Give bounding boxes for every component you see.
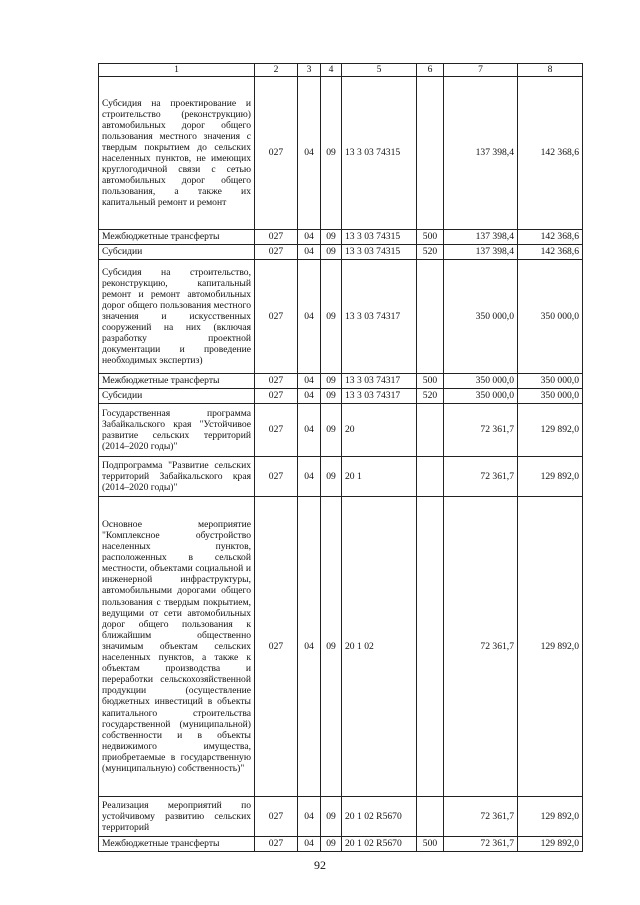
code-pr: 09: [321, 497, 342, 797]
row-name: Основное мероприятие "Комплексное обустройство населенных пунктов, расположенных в сельской местности, объектами социальной и инженерной инфраструктуры, автомобильными дорогами общего пользования с твердым покрытием, ведущими от сети автомобильных дорог общего пользования к ближайшим общественно значимым объектам сельских населенных пунктов, а также к объектам производства и переработки сельскохозяйственной продукции (осуществление бюджетных инвестиций в объекты капитального строительства государственной (муниципальной) собственности и в объекты недвижимого имущества, приобретаемые в государственную (муниципальную) собственность)": [99, 497, 255, 797]
code-gr: 027: [255, 837, 298, 852]
code-gr: 027: [255, 245, 298, 260]
code-rz: 04: [298, 404, 321, 457]
table-row: [99, 497, 583, 797]
header-cell: 7: [444, 64, 518, 77]
row-name: Межбюджетные трансферты: [99, 230, 255, 245]
sum-year-2: 129 892,0: [518, 837, 583, 852]
header-cell: 5: [342, 64, 417, 77]
header-cell: 3: [298, 64, 321, 77]
table-header-row: [99, 64, 583, 77]
code-vr: [417, 497, 444, 797]
sum-year-1: 137 398,4: [444, 230, 518, 245]
code-rz: 04: [298, 837, 321, 852]
code-rz: 04: [298, 797, 321, 837]
code-csr: 20 1 02: [342, 497, 417, 797]
header-cell: 6: [417, 64, 444, 77]
code-vr: 520: [417, 389, 444, 404]
row-name: Государственная программа Забайкальского края "Устойчивое развитие сельских территорий (2014–2020 годы)": [99, 404, 255, 457]
sum-year-2: 142 368,6: [518, 230, 583, 245]
sum-year-1: 72 361,7: [444, 497, 518, 797]
code-rz: 04: [298, 389, 321, 404]
code-csr: 13 3 03 74317: [342, 374, 417, 389]
code-rz: 04: [298, 260, 321, 374]
code-pr: 09: [321, 837, 342, 852]
code-gr: 027: [255, 230, 298, 245]
code-vr: [417, 797, 444, 837]
code-csr: 13 3 03 74315: [342, 230, 417, 245]
code-pr: 09: [321, 389, 342, 404]
sum-year-2: 129 892,0: [518, 497, 583, 797]
code-csr: 13 3 03 74317: [342, 260, 417, 374]
row-name: Реализация мероприятий по устойчивому развитию сельских территорий: [99, 797, 255, 837]
sum-year-1: 72 361,7: [444, 457, 518, 497]
sum-year-1: 350 000,0: [444, 389, 518, 404]
sum-year-2: 129 892,0: [518, 404, 583, 457]
table-row: [99, 837, 583, 852]
code-vr: [417, 404, 444, 457]
sum-year-2: 129 892,0: [518, 797, 583, 837]
table-row: [99, 797, 583, 837]
code-vr: [417, 77, 444, 230]
sum-year-2: 129 892,0: [518, 457, 583, 497]
table-row: [99, 260, 583, 374]
row-name: Субсидии: [99, 245, 255, 260]
code-rz: 04: [298, 77, 321, 230]
row-name: Субсидии: [99, 389, 255, 404]
code-csr: 20 1 02 R5670: [342, 797, 417, 837]
header-cell: 2: [255, 64, 298, 77]
code-gr: 027: [255, 404, 298, 457]
code-vr: 500: [417, 837, 444, 852]
row-name: Субсидия на проектирование и строительство (реконструкцию) автомобильных дорог общего пользования местного значения с твердым покрытием до сельских населенных пунктов, не имеющих круглогодичной связи с сетью автомобильных дорог общего пользования, а также их капитальный ремонт и ремонт: [99, 77, 255, 230]
code-csr: 20 1 02 R5670: [342, 837, 417, 852]
table-row: [99, 457, 583, 497]
sum-year-1: 72 361,7: [444, 837, 518, 852]
table-row: [99, 374, 583, 389]
table-row: [99, 389, 583, 404]
sum-year-2: 350 000,0: [518, 389, 583, 404]
code-vr: [417, 260, 444, 374]
code-csr: 20: [342, 404, 417, 457]
sum-year-1: 72 361,7: [444, 404, 518, 457]
header-cell: 8: [518, 64, 583, 77]
code-rz: 04: [298, 497, 321, 797]
code-rz: 04: [298, 374, 321, 389]
sum-year-1: 350 000,0: [444, 260, 518, 374]
code-pr: 09: [321, 77, 342, 230]
sum-year-1: 350 000,0: [444, 374, 518, 389]
code-vr: 500: [417, 230, 444, 245]
code-gr: 027: [255, 797, 298, 837]
table-row: [99, 245, 583, 260]
row-name: Субсидия на строительство, реконструкцию, капитальный ремонт и ремонт автомобильных дорог общего пользования местного значения и искусственных сооружений на них (включая разработку проектной документации и проведение необходимых экспертиз): [99, 260, 255, 374]
row-name: Межбюджетные трансферты: [99, 837, 255, 852]
code-gr: 027: [255, 457, 298, 497]
code-pr: 09: [321, 245, 342, 260]
code-csr: 13 3 03 74315: [342, 77, 417, 230]
code-rz: 04: [298, 230, 321, 245]
sum-year-1: 72 361,7: [444, 797, 518, 837]
page-number: 92: [314, 858, 326, 872]
sum-year-2: 142 368,6: [518, 77, 583, 230]
code-rz: 04: [298, 245, 321, 260]
sum-year-2: 350 000,0: [518, 374, 583, 389]
code-pr: 09: [321, 457, 342, 497]
code-pr: 09: [321, 230, 342, 245]
code-pr: 09: [321, 404, 342, 457]
code-vr: [417, 457, 444, 497]
header-cell: 4: [321, 64, 342, 77]
code-gr: 027: [255, 260, 298, 374]
table-row: [99, 77, 583, 230]
row-name: Подпрограмма "Развитие сельских территорий Забайкальского края (2014–2020 годы)": [99, 457, 255, 497]
sum-year-2: 350 000,0: [518, 260, 583, 374]
row-name: Межбюджетные трансферты: [99, 374, 255, 389]
code-gr: 027: [255, 389, 298, 404]
code-pr: 09: [321, 797, 342, 837]
code-vr: 500: [417, 374, 444, 389]
code-pr: 09: [321, 374, 342, 389]
sum-year-1: 137 398,4: [444, 77, 518, 230]
table-row: [99, 230, 583, 245]
code-gr: 027: [255, 374, 298, 389]
code-csr: 13 3 03 74317: [342, 389, 417, 404]
sum-year-2: 142 368,6: [518, 245, 583, 260]
header-cell: 1: [99, 64, 255, 77]
budget-table: [98, 63, 583, 852]
code-csr: 20 1: [342, 457, 417, 497]
code-vr: 520: [417, 245, 444, 260]
code-pr: 09: [321, 260, 342, 374]
code-csr: 13 3 03 74315: [342, 245, 417, 260]
table-row: [99, 404, 583, 457]
code-rz: 04: [298, 457, 321, 497]
code-gr: 027: [255, 497, 298, 797]
sum-year-1: 137 398,4: [444, 245, 518, 260]
code-gr: 027: [255, 77, 298, 230]
